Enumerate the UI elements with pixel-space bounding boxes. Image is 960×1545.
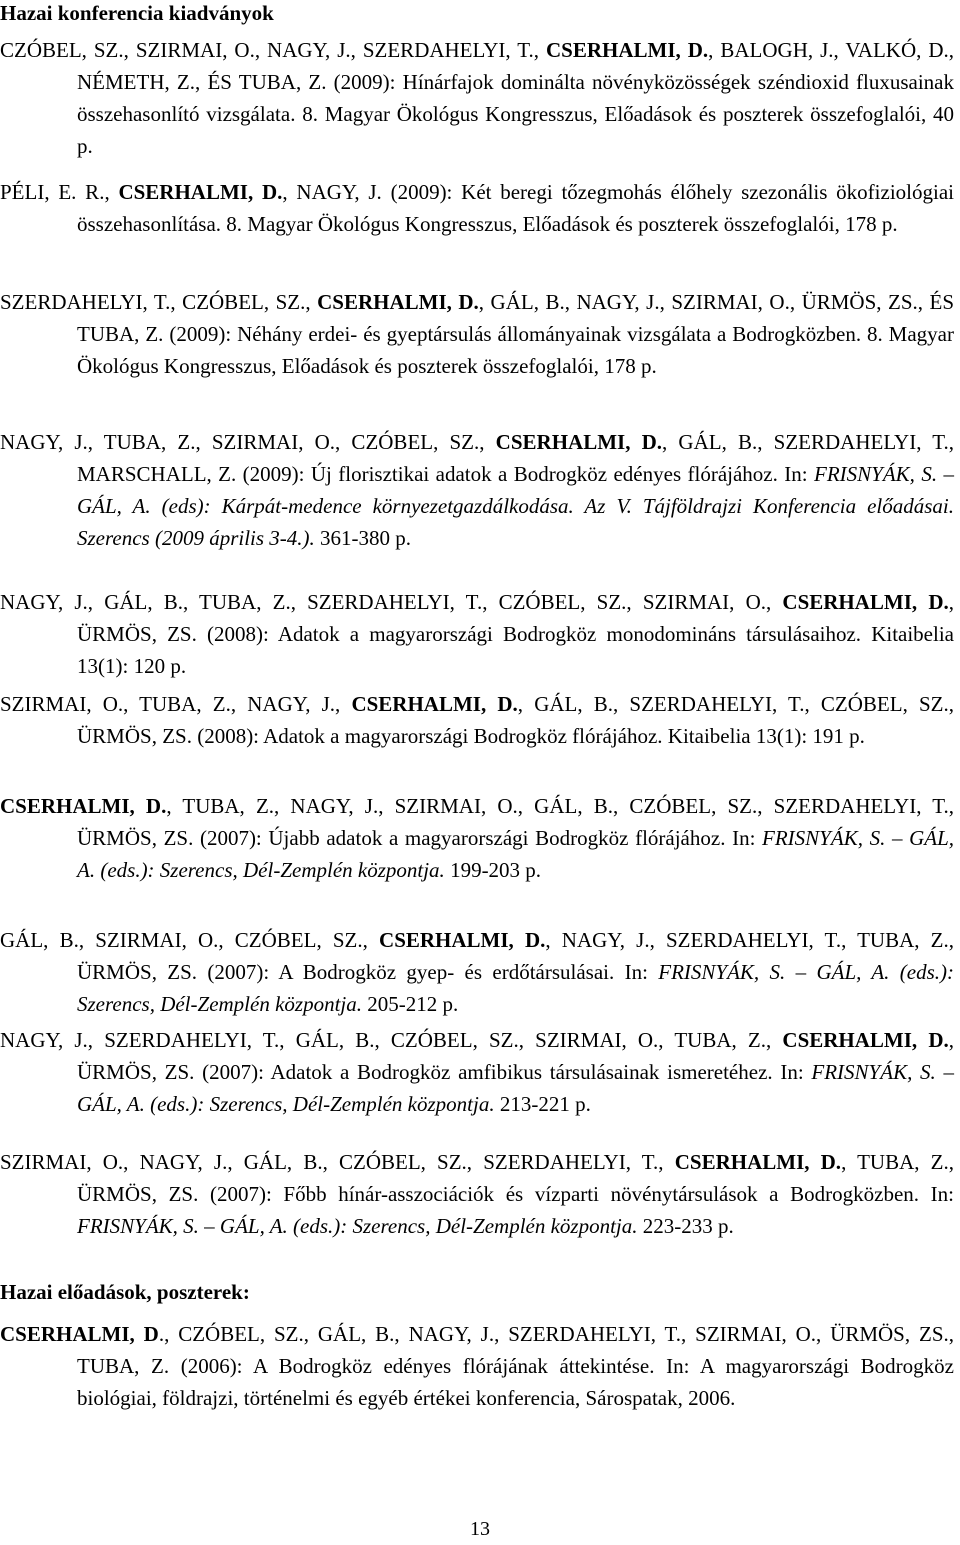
reference-authors: PÉLI, E. R., [0,180,119,204]
reference-entry [0,688,954,752]
reference-entry [0,34,954,162]
highlighted-author: CSERHALMI, D. [545,38,709,62]
reference-source-italic: FRISNYÁK, S. – GÁL, A. (eds.): Szerencs, Dél-Zemplén központja. [77,1060,954,1116]
reference-text: , NAGY, J. (2009): Két beregi tőzegmohás élőhely szezonális ökofiziológiai összehasonlítása. 8. Magyar Ökológus Kongresszus, Előadások és poszterek összefoglalói, 178 p. [77,180,954,236]
highlighted-author: CSERHALMI, D. [317,290,479,314]
reference-entry [0,924,954,1020]
reference-entry [0,176,954,240]
reference-pages: 213-221 p. [494,1092,591,1116]
reference-text: , ÜRMÖS, ZS. (2008): Adatok a magyarországi Bodrogköz monodomináns társulásaihoz. Kitaibelia 13(1): 120 p. [77,590,954,678]
reference-entry [0,426,954,554]
reference-authors: NAGY, J., GÁL, B., TUBA, Z., SZERDAHELYI, T., CZÓBEL, SZ., SZIRMAI, O., [0,590,783,614]
reference-text: , GÁL, B., SZERDAHELYI, T., MARSCHALL, Z. (2009): Új florisztikai adatok a Bodrogköz edényes flórájához. In: [77,430,954,486]
reference-entry [0,1318,954,1414]
reference-pages: 205-212 p. [362,992,459,1016]
reference-text: , TUBA, Z., NAGY, J., SZIRMAI, O., GÁL, B., CZÓBEL, SZ., SZERDAHELYI, T., ÜRMÖS, ZS. (2007): Újabb adatok a magyarországi Bodrogköz flórájához. In: [77,794,954,850]
reference-text: , NAGY, J., SZERDAHELYI, T., TUBA, Z., ÜRMÖS, ZS. (2007): A Bodrogköz gyep- és erdőtársulásai. In: [77,928,954,984]
reference-entry [0,586,954,682]
reference-authors: NAGY, J., TUBA, Z., SZIRMAI, O., CZÓBEL, SZ., [0,430,496,454]
reference-pages: 361-380 p. [314,526,412,550]
highlighted-author: CSERHALMI, D. [782,1028,949,1052]
reference-entry [0,790,954,886]
highlighted-author: CSERHALMI, D [0,1322,159,1346]
reference-entry [0,1024,954,1120]
reference-source-italic: FRISNYÁK, S. – GÁL, A. (eds.): Szerencs, Dél-Zemplén központja. [77,1214,638,1238]
reference-authors: SZIRMAI, O., TUBA, Z., NAGY, J., [0,692,352,716]
page-number: 13 [470,1518,490,1540]
highlighted-author: CSERHALMI, D. [782,590,949,614]
reference-text: ., CZÓBEL, SZ., GÁL, B., NAGY, J., SZERDAHELYI, T., SZIRMAI, O., ÜRMÖS, ZS., TUBA, Z. (2006): A Bodrogköz edényes flórájának áttekintése. In: A magyarországi Bodrogköz biológiai, földrajzi, történelmi és egyéb értékei konferencia, Sárospatak, 2006. [77,1322,955,1410]
reference-source-italic: FRISNYÁK, S. – GÁL, A. (eds.): Szerencs, Dél-Zemplén központja. [77,960,954,1016]
section-heading-presentations: Hazai előadások, poszterek: [0,1280,250,1304]
reference-authors: GÁL, B., SZIRMAI, O., CZÓBEL, SZ., [0,928,380,952]
reference-pages: 199-203 p. [444,858,542,882]
reference-text: , GÁL, B., SZERDAHELYI, T., CZÓBEL, SZ., ÜRMÖS, ZS. (2008): Adatok a magyarországi Bodrogköz flórájához. Kitaibelia 13(1): 191 p. [77,692,954,748]
highlighted-author: CSERHALMI, D. [495,430,663,454]
highlighted-author: CSERHALMI, D. [379,928,546,952]
reference-source-italic: FRISNYÁK, S. – GÁL, A. (eds): Kárpát-medence környezetgazdálkodása. Az V. Tájföldrajzi Konferencia előadásai. Szerencs (2009 április 3-4.). [77,462,954,550]
section-heading-conference-publications: Hazai konferencia kiadványok [0,1,274,25]
reference-text: , GÁL, B., NAGY, J., SZIRMAI, O., ÜRMÖS, ZS., ÉS TUBA, Z. (2009): Néhány erdei- és gyeptársulás állományainak vizsgálata a Bodrogközben. 8. Magyar Ökológus Kongresszus, Előadások és poszterek összefoglalói, 178 p. [77,290,955,378]
reference-pages: 223-233 p. [637,1214,734,1238]
reference-text: , BALOGH, J., VALKÓ, D., NÉMETH, Z., ÉS TUBA, Z. (2009): Hínárfajok dominálta növényközösségek széndioxid fluxusainak összehasonlító vizsgálata. 8. Magyar Ökológus Kongresszus, Előadások és poszterek összefoglalói, 40 p. [77,38,954,158]
reference-authors: NAGY, J., SZERDAHELYI, T., GÁL, B., CZÓBEL, SZ., SZIRMAI, O., TUBA, Z., [0,1028,783,1052]
highlighted-author: CSERHALMI, D. [674,1150,842,1174]
reference-text: , TUBA, Z., ÜRMÖS, ZS. (2007): Főbb hínár-asszociációk és vízparti növénytársulások a Bodrogközben. In: [77,1150,954,1206]
highlighted-author: CSERHALMI, D. [351,692,518,716]
reference-authors: CZÓBEL, SZ., SZIRMAI, O., NAGY, J., SZERDAHELYI, T., [0,38,546,62]
highlighted-author: CSERHALMI, D. [0,794,167,818]
reference-entry [0,286,954,382]
reference-authors: SZERDAHELYI, T., CZÓBEL, SZ., [0,290,318,314]
reference-source-italic: FRISNYÁK, S. – GÁL, A. (eds.): Szerencs, Dél-Zemplén központja. [77,826,955,882]
highlighted-author: CSERHALMI, D. [118,180,283,204]
reference-entry [0,1146,954,1242]
reference-text: , ÜRMÖS, ZS. (2007): Adatok a Bodrogköz amfibikus társulásainak ismeretéhez. In: [77,1028,954,1084]
reference-authors: SZIRMAI, O., NAGY, J., GÁL, B., CZÓBEL, SZ., SZERDAHELYI, T., [0,1150,675,1174]
